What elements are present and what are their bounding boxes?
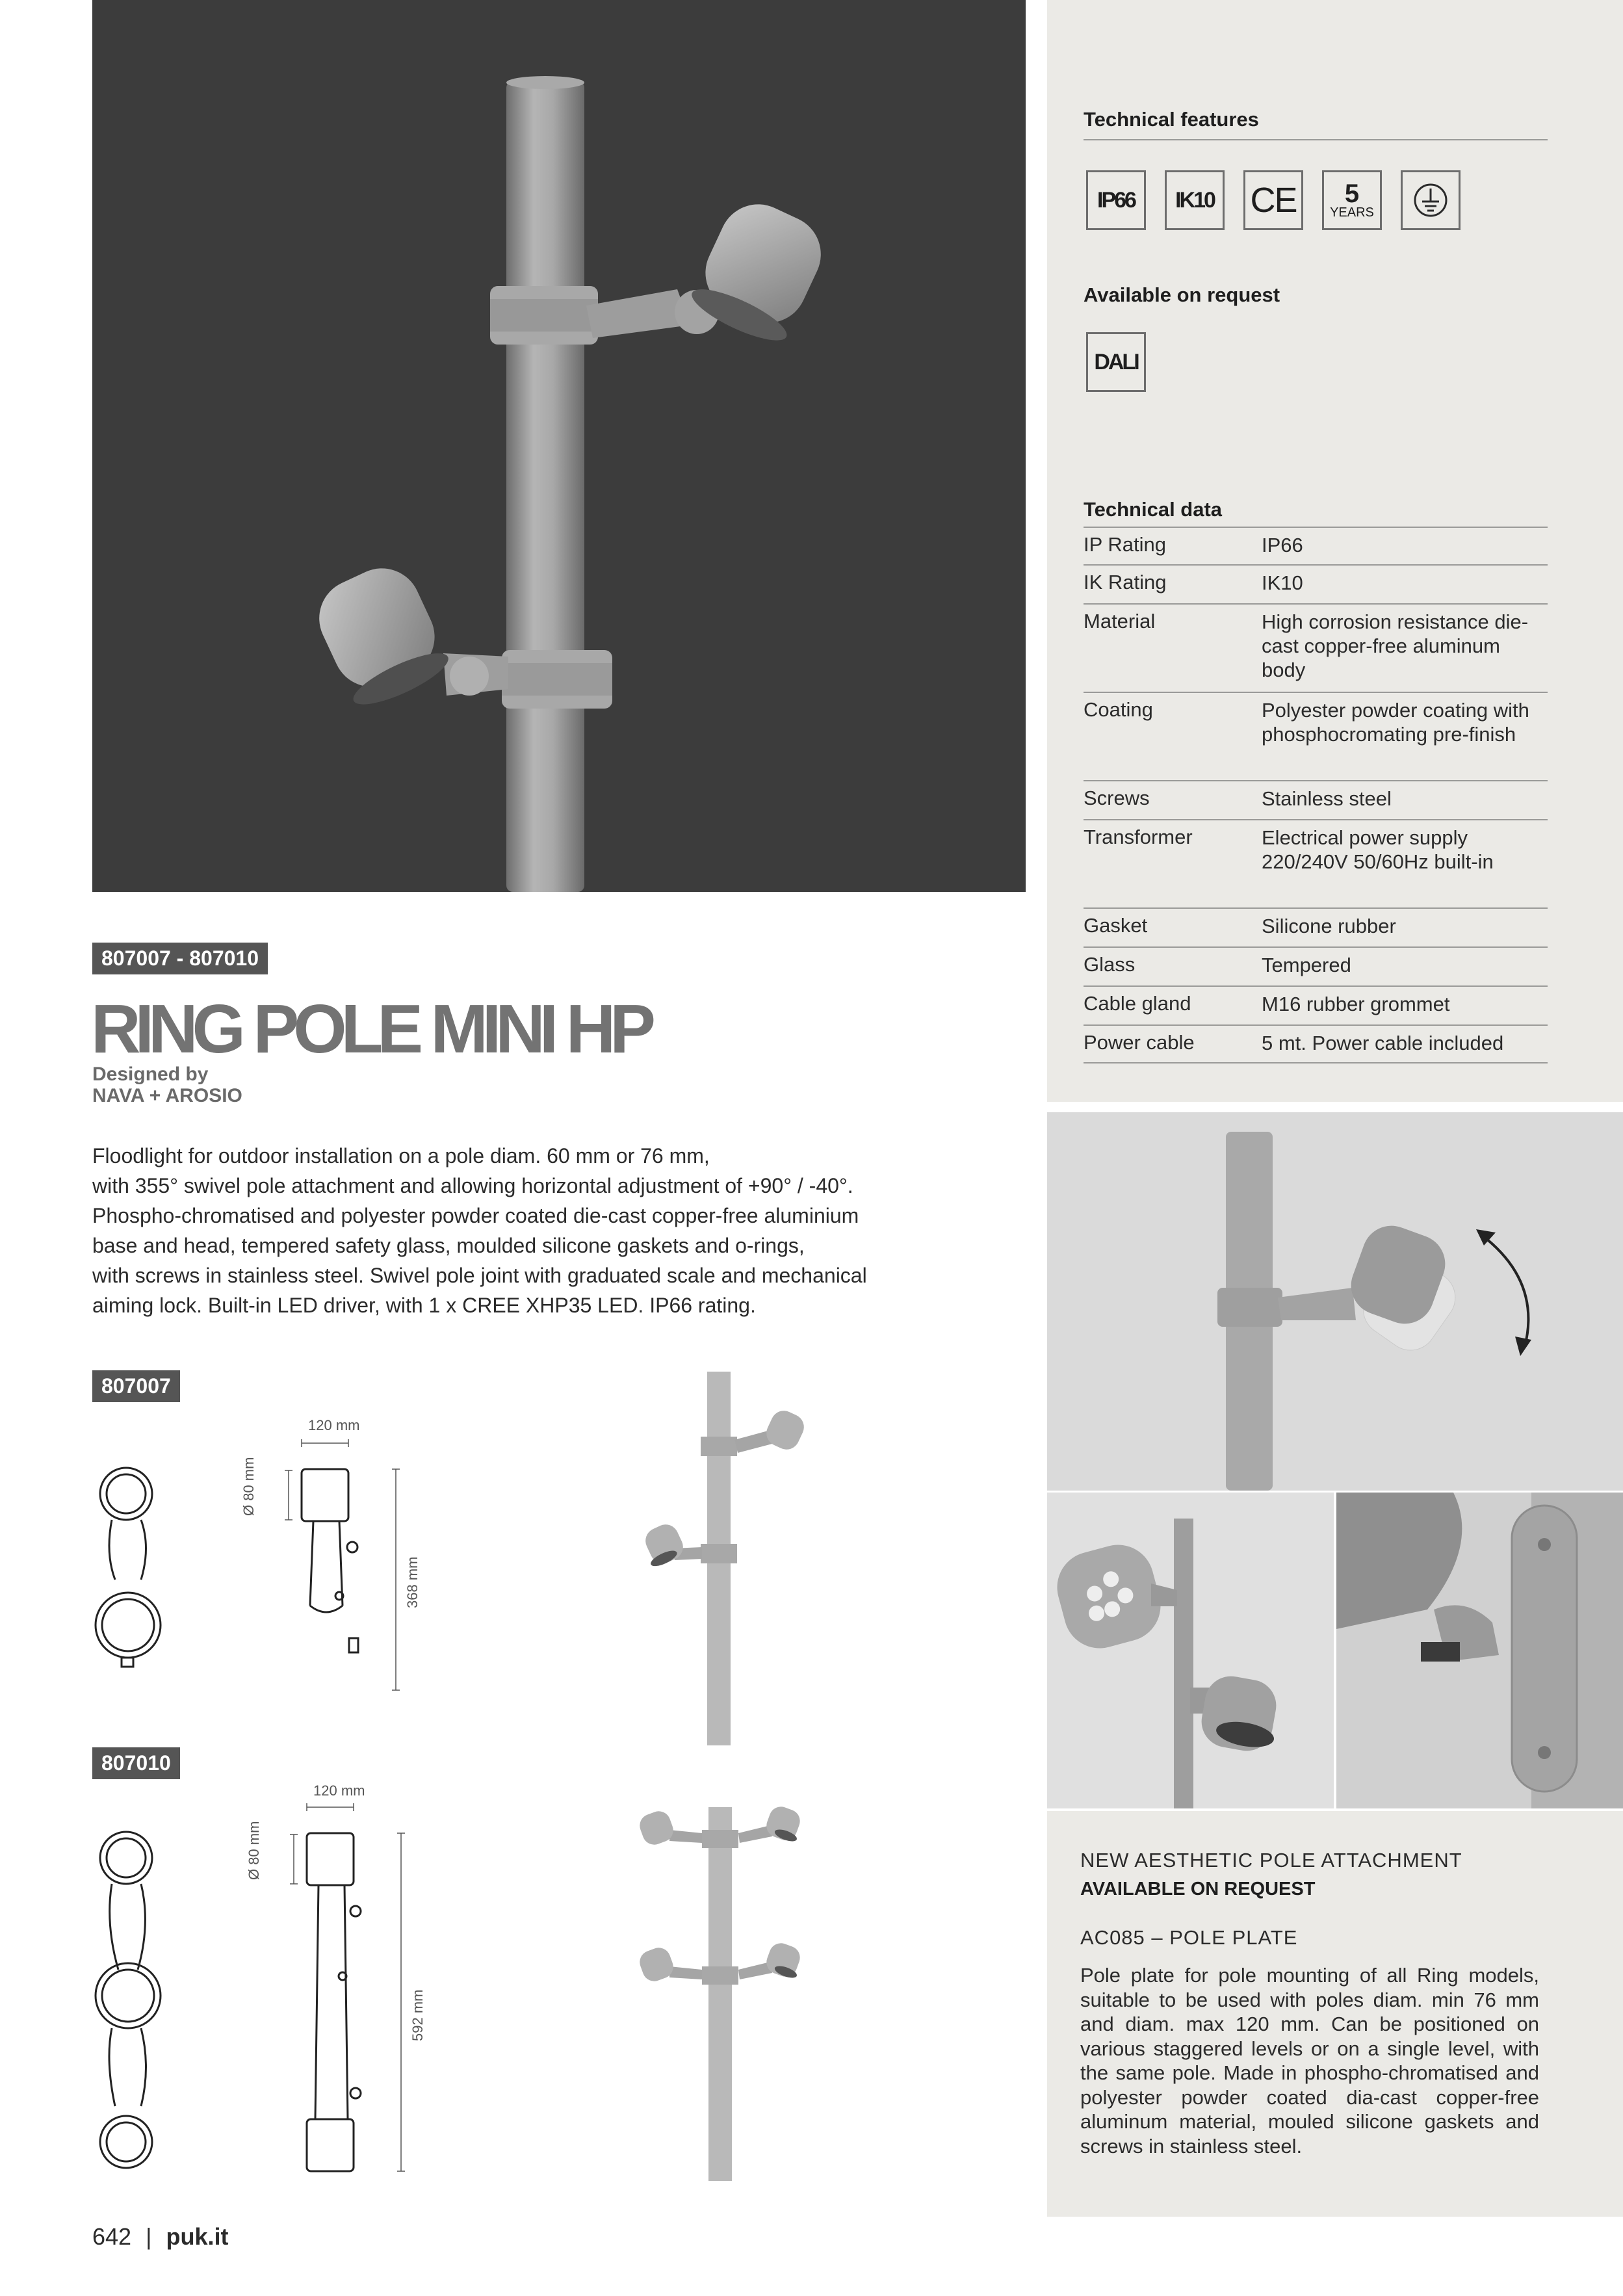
ik10-badge: IK10 (1165, 170, 1225, 230)
description-line: with 355° swivel pole attachment and allowing horizontal adjustment of +90° / -40°. (92, 1174, 853, 1197)
table-row (1084, 693, 1548, 781)
dali-badge: DALI (1086, 332, 1146, 392)
description-line: Phospho-chromatised and polyester powder coated die-cast copper-free aluminium (92, 1204, 859, 1227)
pole-plate-detail-photo (1336, 1493, 1623, 1808)
adjustment-detail-photo (1047, 1112, 1623, 1491)
double-head-detail-photo (1047, 1493, 1334, 1808)
diameter-dimension: Ø 80 mm (246, 1821, 262, 1880)
description-line: with screws in stainless steel. Swivel pole joint with graduated scale and mechanical (92, 1264, 867, 1287)
warranty-unit: YEARS (1330, 205, 1374, 220)
attachment-subtitle: AVAILABLE ON REQUEST (1080, 1879, 1316, 1899)
footer-separator: | (146, 2223, 152, 2250)
row-value: Stainless steel (1262, 787, 1392, 810)
row-value: Polyester powder coating with phosphocromating pre-finish (1262, 699, 1529, 746)
variant-807010-photo (637, 1801, 806, 2184)
description-line: base and head, tempered safety glass, moulded silicone gaskets and o-rings, (92, 1234, 805, 1257)
technical-drawing-icon (92, 1417, 430, 1697)
variant-code-tag: 807007 (92, 1370, 180, 1402)
row-key: Material (1084, 610, 1156, 633)
technical-features-title: Technical features (1084, 108, 1259, 131)
height-dimension: 592 mm (409, 1989, 426, 2041)
attachment-body: Pole plate for pole mounting of all Ring models, suitable to be used with poles diam. min 76 mm and diam. max 120 mm. Can be positioned on various staggered levels or on a single level, with the same pole. Made in phospho-chromatised and polyester powder coated dia-cast copper-free aluminum material, mouled silicone gaskets and screws in stainless steel. (1080, 1964, 1539, 2158)
product-description (92, 1141, 1002, 1320)
variant-code-tag: 807010 (92, 1747, 180, 1779)
height-dimension: 368 mm (404, 1556, 421, 1608)
description-line: aiming lock. Built-in LED driver, with 1 x CREE XHP35 LED. IP66 rating. (92, 1294, 756, 1317)
row-value: High corrosion resistance die-cast copper-free aluminum body (1262, 610, 1529, 681)
row-key: Coating (1084, 698, 1153, 721)
warranty-5-years-badge (1322, 170, 1382, 230)
ce-mark-badge: CE (1243, 170, 1303, 230)
row-key: IP Rating (1084, 533, 1166, 556)
available-on-request-title: Available on request (1084, 283, 1280, 306)
row-key: Screws (1084, 787, 1150, 809)
row-key: Power cable (1084, 1031, 1195, 1054)
pole-luminaire-illustration (92, 0, 1026, 892)
row-key: Transformer (1084, 826, 1193, 848)
designed-by-label: Designed by (92, 1063, 209, 1085)
technical-data-title: Technical data (1084, 498, 1223, 521)
earth-ground-icon (1401, 170, 1461, 230)
attachment-title: NEW AESTHETIC POLE ATTACHMENT (1080, 1849, 1462, 1872)
table-row (1084, 909, 1548, 948)
variant-807007-photo (630, 1365, 825, 1749)
row-value: IK10 (1262, 571, 1303, 594)
product-codes-tag: 807007 - 807010 (92, 943, 268, 974)
website-link[interactable]: puk.it (166, 2223, 229, 2250)
row-value: IP66 (1262, 534, 1303, 556)
table-row (1084, 1026, 1548, 1063)
table-row (1084, 948, 1548, 987)
ip66-badge: IP66 (1086, 170, 1146, 230)
warranty-number: 5 (1344, 179, 1360, 208)
hero-product-photo (92, 0, 1026, 892)
width-dimension: 120 mm (313, 1782, 365, 1799)
table-row (1084, 566, 1548, 605)
page-footer (92, 2223, 228, 2250)
row-key: Gasket (1084, 914, 1148, 937)
product-title: RING POLE MINI HP (91, 991, 650, 1067)
row-key: Glass (1084, 953, 1136, 976)
row-value: M16 rubber grommet (1262, 993, 1450, 1015)
table-row (1084, 820, 1548, 909)
table-row (1084, 987, 1548, 1026)
row-value: Tempered (1262, 954, 1351, 976)
description-line: Floodlight for outdoor installation on a pole diam. 60 mm or 76 mm, (92, 1144, 710, 1168)
page-number: 642 (92, 2223, 132, 2250)
row-value: Electrical power supply 220/240V 50/60Hz built-in (1262, 826, 1494, 873)
row-value: Silicone rubber (1262, 915, 1396, 937)
variant-807010-drawing (92, 1781, 430, 2184)
designers: NAVA + AROSIO (92, 1085, 242, 1106)
divider (1084, 139, 1548, 140)
table-row (1084, 528, 1548, 566)
row-key: Cable gland (1084, 992, 1191, 1015)
diameter-dimension: Ø 80 mm (240, 1457, 257, 1516)
row-value: 5 mt. Power cable included (1262, 1032, 1504, 1054)
row-key: IK Rating (1084, 571, 1167, 594)
attachment-code-title: AC085 – POLE PLATE (1080, 1926, 1298, 1949)
table-row (1084, 781, 1548, 820)
attachment-heading (1080, 1849, 1462, 1900)
variant-807007-drawing (92, 1417, 430, 1697)
width-dimension: 120 mm (308, 1417, 360, 1433)
table-row (1084, 605, 1548, 693)
